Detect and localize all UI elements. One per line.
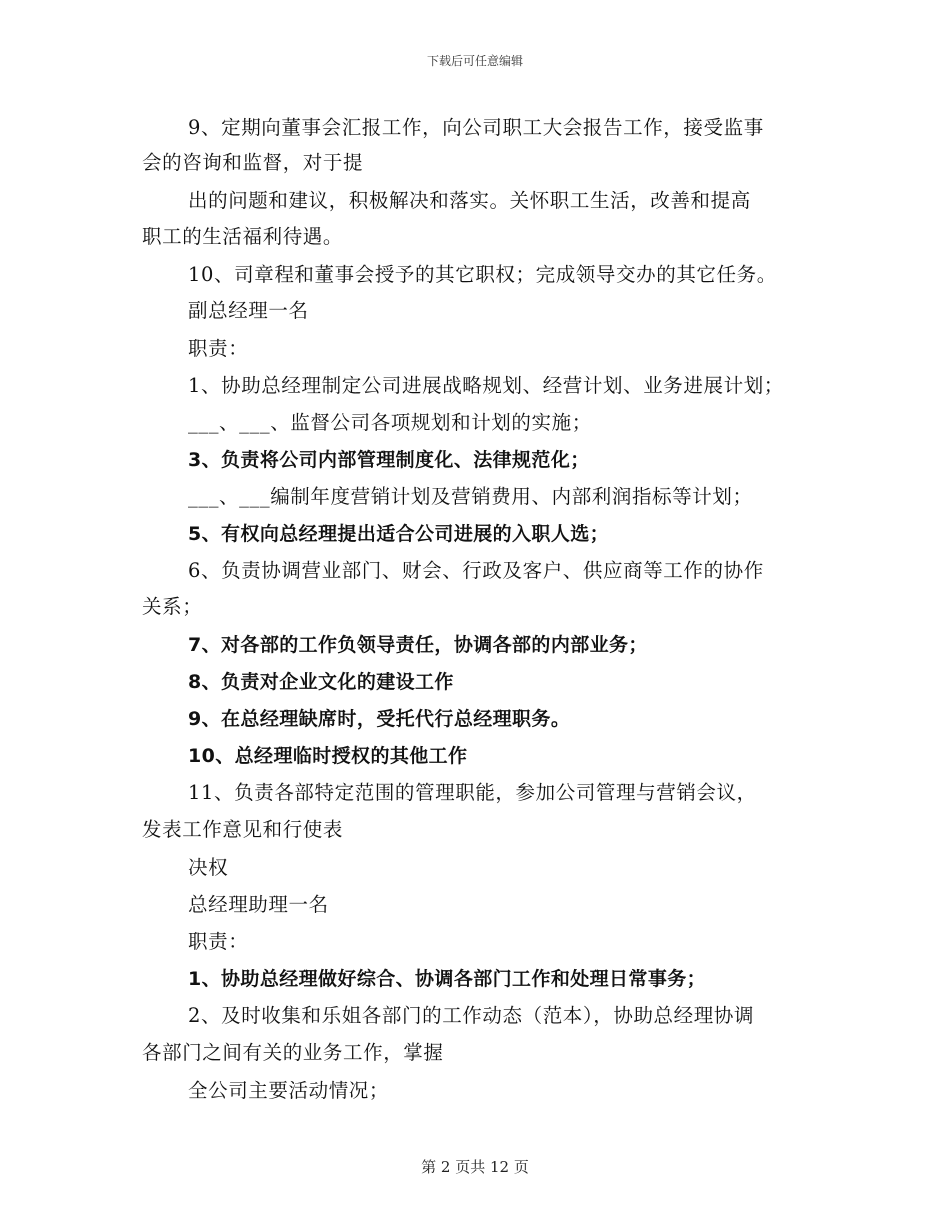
doc-line-bold: 5、有权向总经理提出适合公司进展的入职人选； xyxy=(188,523,610,545)
doc-line: 决权 xyxy=(188,856,229,879)
doc-line: 职责： xyxy=(188,337,249,360)
doc-line: 1、协助总经理制定公司进展战略规划、经营计划、业务进展计划； xyxy=(188,374,784,397)
doc-line: 职工的生活福利待遇。 xyxy=(142,225,344,248)
doc-line: 副总经理一名 xyxy=(188,299,309,322)
page-number-footer: 第 2 页共 12 页 xyxy=(421,1158,529,1176)
doc-line: 全公司主要活动情况； xyxy=(188,1079,390,1102)
doc-line: 职责： xyxy=(188,930,249,953)
doc-line: 9、定期向董事会汇报工作，向公司职工大会报告工作，接受监事 xyxy=(188,116,764,139)
doc-line: 总经理助理一名 xyxy=(188,893,329,916)
doc-line: 发表工作意见和行使表 xyxy=(142,818,344,841)
doc-line: ___、___、监督公司各项规划和计划的实施； xyxy=(188,411,592,434)
doc-line-bold: 3、负责将公司内部管理制度化、法律规范化； xyxy=(188,449,590,471)
doc-line: 出的问题和建议，积极解决和落实。关怀职工生活，改善和提高 xyxy=(188,189,751,212)
doc-line: 10、司章程和董事会授予的其它职权；完成领导交办的其它任务。 xyxy=(188,263,777,286)
doc-line: 关系； xyxy=(142,595,203,618)
doc-line: 6、负责协调营业部门、财会、行政及客户、供应商等工作的协作 xyxy=(188,559,764,582)
doc-line: ___、___编制年度营销计划及营销费用、内部利润指标等计划； xyxy=(188,485,753,508)
doc-line: 11、负责各部特定范围的管理职能，参加公司管理与营销会议， xyxy=(188,781,757,804)
doc-line-bold: 1、协助总经理做好综合、协调各部门工作和处理日常事务； xyxy=(188,968,707,990)
doc-line-bold: 8、负责对企业文化的建设工作 xyxy=(188,671,454,693)
doc-line-bold: 7、对各部的工作负领导责任，协调各部的内部业务； xyxy=(188,634,648,656)
doc-line: 2、及时收集和乐姐各部门的工作动态（范本），协助总经理协调 xyxy=(188,1004,755,1027)
doc-line: 各部门之间有关的业务工作，掌握 xyxy=(142,1041,444,1064)
doc-line: 会的咨询和监督，对于提 xyxy=(142,151,364,174)
doc-line-bold: 9、在总经理缺席时，受托代行总经理职务。 xyxy=(188,708,571,730)
doc-line-bold: 10、总经理临时授权的其他工作 xyxy=(188,745,468,767)
page-header: 下载后可任意编辑 xyxy=(426,54,523,68)
